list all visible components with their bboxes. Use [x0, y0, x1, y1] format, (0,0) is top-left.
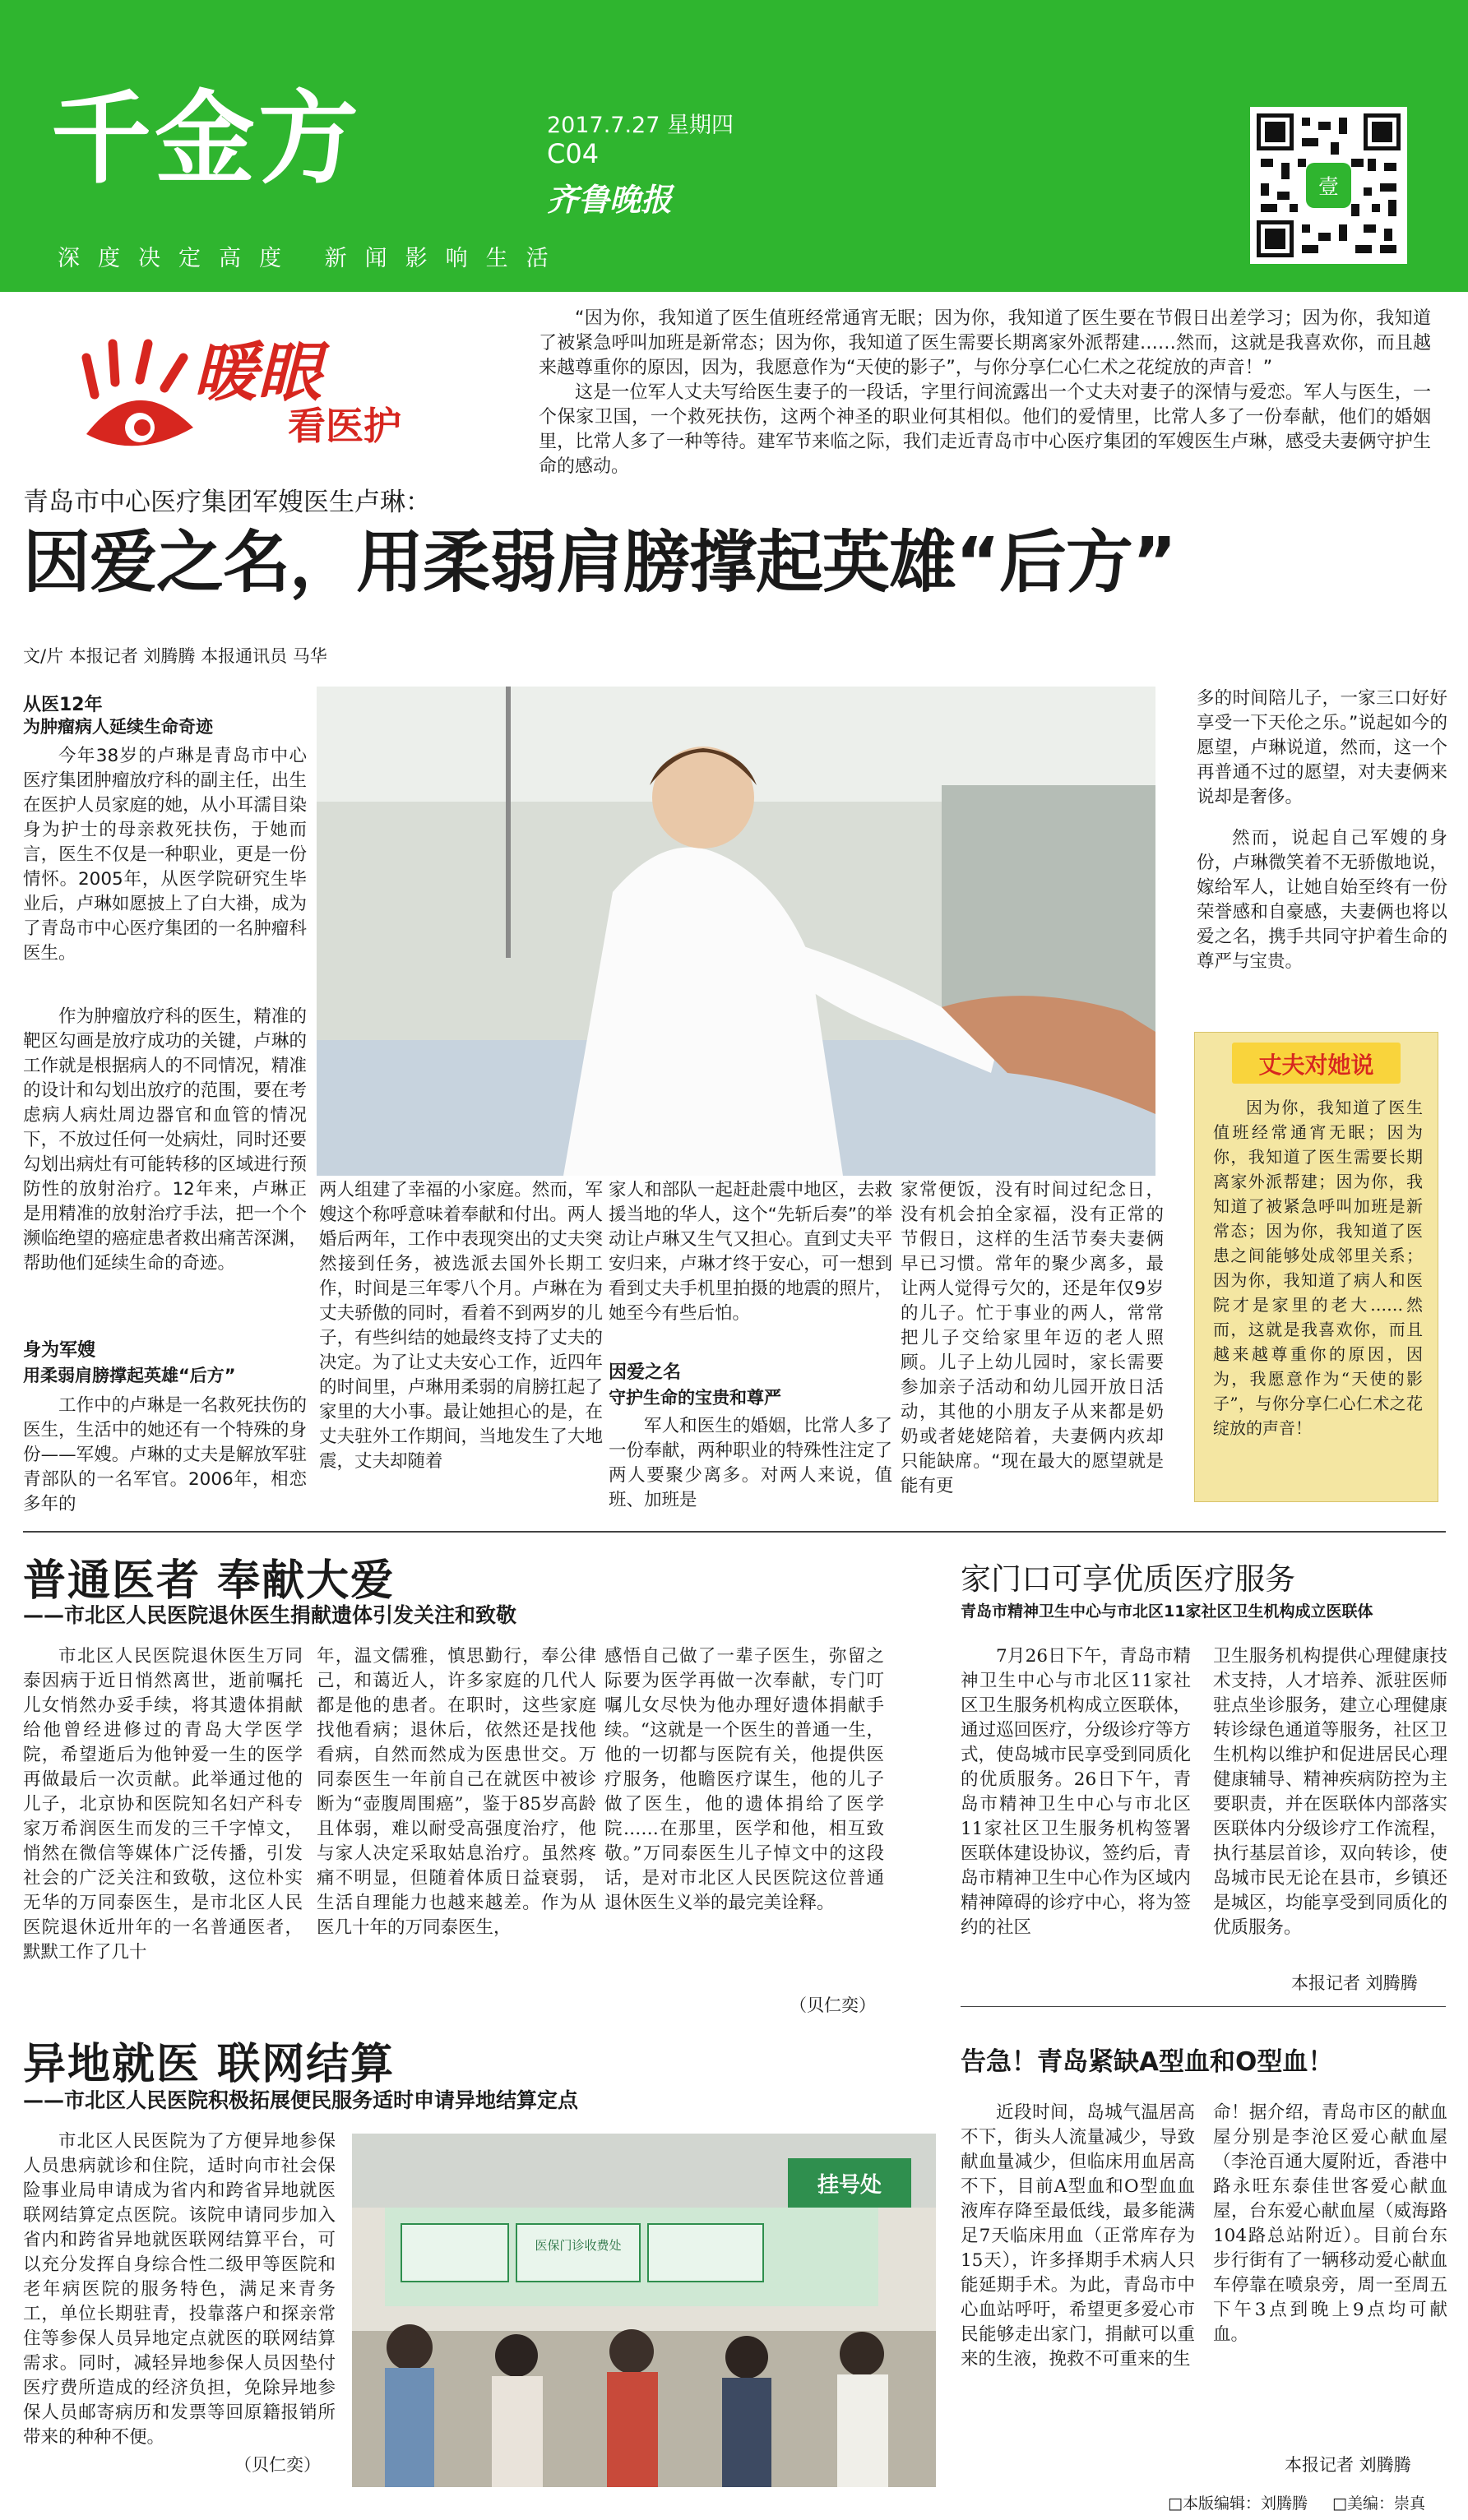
story2-col3: 感悟自己做了一辈子医生，弥留之际要为医学再做一次奉献，专门叮嘱儿女尽快为他办理好遗体捐献手续。“这就是一个医生的普通一生，他的一切都与医院有关，他提供医疗服务，他瞻医疗谋生，他的儿子做了医生，他的遗体捐给了医学院……在那里，医学和他，相互致敬。”万同泰医生儿子悼文中的这段话，是对市北区人民医院这位普通退休医生义举的最完美诠释。 [604, 1646, 884, 1913]
story3-byline: 本报记者 刘腾腾 [1291, 1973, 1418, 1993]
badge-subtitle: 看医护 [288, 404, 401, 448]
main-col5-para2: 然而，说起自己军嫂的身份，卢琳微笑着不无骄傲地说，嫁给军人，让她自始至终有一份荣誉感和自豪感，夫妻俩也将以爱之名，携手共同守护着生命的尊严与宝贵。 [1197, 828, 1447, 972]
main-col1-para3: 工作中的卢琳是一名救死扶伤的医生，生活中的她还有一个特殊的身份——军嫂。卢琳的丈夫是解放军驻青部队的一名军官。2006年，相恋多年的 [23, 1395, 307, 1514]
story2-col2: 年，温文儒雅，慎思勤行，奉公律己，和蔼近人，许多家庭的几代人都是他的患者。在职时，这些家庭找他看病；退休后，依然还是找他看病，自然而然成为医患世交。万同泰医生一年前自己在就医中被诊断为“壶腹周围癌”，鉴于85岁高龄且体弱，难以耐受高强度治疗，他与家人决定采取姑息治疗。虽然疼痛不明显，但随着体质日益衰弱，生活自理能力也越来越差。作为从医几十年的万同泰医生， [317, 1646, 596, 1938]
main-col1-para2: 作为肿瘤放疗科的医生，精准的靶区勾画是放疗成功的关键，卢琳的工作就是根据病人的不同情况，精准的设计和勾划出放疗的范围，要在考虑病人病灶周边器官和血管的情况下，不放过任何一处病灶，同时还要勾划出病灶有可能转移的区域进行预防性的放射治疗。12年来，卢琳正是用精准的放射治疗手法，把一个个濒临绝望的癌症患者救出痛苦深渊，帮助他们延续生命的奇迹。 [23, 1006, 307, 1274]
photo-sign-insurance: 医保门诊收费处 [535, 2238, 622, 2253]
qr-code-icon [1253, 109, 1405, 261]
story2-byline: （贝仁奕） [790, 1995, 876, 2015]
story5-col2: 命！据介绍，青岛市区的献血屋分别是李沧区爱心献血屋（李沧百通大厦附近，香港中路永旺东泰佳世客爱心献血屋，台东爱心献血屋（威海路104路总站附近）。目前台东步行街有了一辆移动爱心献血车停靠在喷泉旁，周一至周五下午3点到晚上9点均可献血。 [1213, 2102, 1447, 2345]
section-divider [23, 1531, 1446, 1533]
story2-col1: 市北区人民医院退休医生万同泰因病于近日悄然离世，逝前嘱托儿女悄然办妥手续，将其遗体捐献给他曾经进修过的青岛大学医学院，希望逝后为他钟爱一生的医学再做最后一次贡献。此举通过他的儿子，北京协和医院知名妇产科专家万希润医生而发的三千字悼文，悄然在微信等媒体广泛传播，引发社会的广泛关注和致敬，这位朴实无华的万同泰医生，是市北区人民医院退休近卅年的一名普通医者，默默工作了几十 [23, 1646, 303, 1963]
footer-designer: □美编：崇真 [1332, 2495, 1425, 2513]
main-sub3-subtitle: 守护生命的宝贵和尊严 [609, 1388, 781, 1408]
story3-subtitle: 青岛市精神卫生中心与市北区11家社区卫生机构成立医联体 [961, 1602, 1373, 1621]
main-sub2-title: 身为军嫂 [23, 1340, 96, 1361]
eye-logo-icon [78, 337, 197, 460]
story3-col2: 卫生服务机构提供心理健康技术支持，人才培养、派驻医师驻点坐诊服务，建立心理健康转诊绿色通道等服务，社区卫生机构以维护和促进居民心理健康辅导、精神疾病防控为主要职责，并在医联体内部落实医联体内分级诊疗工作流程，执行基层首诊，双向转诊，使岛城市民无论在县市，乡镇还是城区，均能享受到同质化的优质服务。 [1213, 1646, 1447, 1938]
masthead [0, 0, 1468, 292]
photo-sign-registration: 挂号处 [817, 2173, 882, 2198]
story3-col1: 7月26日下午，青岛市精神卫生中心与市北区11家社区卫生服务机构成立医联体，通过巡回医疗，分级诊疗等方式，使岛城市民享受到同质化的优质服务。26日下午，青岛市精神卫生中心与市北区11家社区卫生服务机构签署医联体建设协议，签约后，青岛市精神卫生中心作为区域内精神障碍的诊疗中心，将为签约的社区 [961, 1646, 1191, 1938]
main-col5-para1: 多的时间陪儿子，一家三口好好享受一下天伦之乐。”说起如今的愿望，卢琳说道，然而，这一个再普通不过的愿望，对夫妻俩来说却是奢侈。 [1197, 688, 1447, 807]
qr-code[interactable] [1250, 107, 1407, 264]
story2-subtitle: ——市北区人民医院退休医生捐献遗体引发关注和致敬 [23, 1603, 517, 1627]
masthead-logo: 千金方 [51, 81, 362, 197]
paper-name: 齐鲁晚报 [547, 181, 673, 218]
main-headline: 因爱之名，用柔弱肩膀撑起英雄“后方” [23, 524, 1176, 602]
issue-date: 2017.7.27 星期四 [547, 113, 734, 138]
registration-hall-photo [352, 2134, 936, 2487]
main-col3-para1: 家人和部队一起赶赴震中地区，去救援当地的华人，这个“先斩后奏”的举动让卢琳又生气又担心。直到丈夫平安归来，卢琳才终于安心，可一想到看到丈夫手机里拍摄的地震的照片，她至今有些后怕。 [609, 1180, 892, 1324]
svg-text:壹: 壹 [1317, 174, 1340, 199]
story5-byline: 本报记者 刘腾腾 [1285, 2455, 1411, 2475]
main-col4: 家常便饭，没有时间过纪念日，没有机会拍全家福，没有正常的节假日，这样的生活节奏夫妻俩早已习惯。常年的聚少离多，最让两人觉得亏欠的，还是年仅9岁的儿子。忙于事业的两人，常常把儿子交给家里年迈的老人照顾。儿子上幼儿园时，家长需要参加亲子活动和幼儿园开放日活动，其他的小朋友子从来都是奶奶或者姥姥陪着，夫妻俩内疚却只能缺席。“现在最大的愿望就是能有更 [901, 1180, 1164, 1496]
main-sub1-subtitle: 为肿瘤病人延续生命奇迹 [23, 717, 213, 737]
main-sub1-title: 从医12年 [23, 695, 103, 715]
story4-subtitle: ——市北区人民医院积极拓展便民服务适时申请异地结算定点 [23, 2088, 579, 2112]
main-photo [317, 687, 1155, 1176]
intro-quote: “因为你，我知道了医生值班经常通宵无眠；因为你，我知道了医生要在节假日出差学习；因为你，我知道了被紧急呼叫加班是新常态；因为你，我知道了医生需要长期离家外派帮建……然而，这就是我喜欢你，而且越来越尊重你的原因，因为，我愿意作为“天使的影子”，与你分享仁心仁术之花绽放的声音！” [539, 308, 1431, 378]
footer-editor: □本版编辑：刘腾腾 [1168, 2495, 1308, 2513]
page-number: C04 [547, 138, 600, 169]
story-divider-right [961, 2006, 1446, 2007]
husband-note [1194, 1032, 1438, 1502]
story5-col1: 近段时间，岛城气温居高不下，街头人流量减少，导致献血量减少，但临床用血居高不下，目前A型血和O型血血液库存降至最低线，最多能满足7天临床用血（正常库存为15天），许多择期手术病人只能延期手术。为此，青岛市中心血站呼吁，希望更多爱心市民能够走出家门，捐献可以重来的生液，挽救不可重来的生 [961, 2102, 1195, 2370]
doctor-handshake-image [317, 687, 1155, 1176]
main-col2: 两人组建了幸福的小家庭。然而，军嫂这个称呼意味着奉献和付出。两人婚后两年，工作中表现突出的丈夫突然接到任务，被选派去国外长期工作，时间是三年零八个月。卢琳在为丈夫骄傲的同时，看着不到两岁的儿子，有些纠结的她最终支持了丈夫的决定。为了让丈夫安心工作，近四年的时间里，卢琳用柔弱的肩膀扛起了家里的大小事。最让她担心的是，在丈夫驻外工作期间，当地发生了大地震，丈夫却随着 [319, 1180, 603, 1472]
story2-headline: 普通医者 奉献大爱 [23, 1556, 396, 1606]
main-sub3-title: 因爱之名 [609, 1362, 682, 1383]
story4-body: 市北区人民医院为了方便异地参保人员患病就诊和住院，适时向市社会保险事业局申请成为省内和跨省异地就医联网结算定点医院。该院申请同步加入省内和跨省异地就医联网结算平台，可以充分发挥自身综合性二级甲等医院和老年病医院的服务特色，满足来青务工，单位长期驻青，投靠落户和探亲常住等参保人员异地定点就医的联网结算需求。同时，减轻异地参保人员因垫付医疗费所造成的经济负担，免除异地参保人员邮寄病历和发票等回原籍报销所带来的种种不便。 [23, 2131, 336, 2448]
intro-paragraph: 这是一位军人丈夫写给医生妻子的一段话，字里行间流露出一个丈夫对妻子的深情与爱恋。军人与医生，一个保家卫国，一个救死扶伤，这两个神圣的职业何其相似。他们的爱情里，比常人多了一份奉献，他们的婚姻里，比常人多了一种等待。建军节来临之际，我们走近青岛市中心医疗集团的军嫂医生卢琳，感受夫妻俩守护生命的感动。 [539, 382, 1431, 477]
main-sub2-subtitle: 用柔弱肩膀撑起英雄“后方” [23, 1366, 236, 1385]
main-byline: 文/片 本报记者 刘腾腾 本报通讯员 马华 [23, 646, 327, 666]
story3-headline: 家门口可享优质医疗服务 [961, 1561, 1295, 1597]
note-title: 丈夫对她说 [1258, 1052, 1374, 1079]
main-col1-para1: 今年38岁的卢琳是青岛市中心医疗集团肿瘤放疗科的副主任，出生在医护人员家庭的她，从小耳濡目染身为护士的母亲救死扶伤，于她而言，医生不仅是一种职业，更是一份情怀。2005年，从医学院研究生毕业后，卢琳如愿披上了白大褂，成为了青岛市中心医疗集团的一名肿瘤科医生。 [23, 746, 307, 964]
badge-title: 暖眼 [193, 335, 322, 410]
story4-byline: （贝仁奕） [234, 2455, 321, 2475]
story5-headline: 告急！青岛紧缺A型血和O型血！ [961, 2047, 1334, 2077]
note-body: 因为你，我知道了医生值班经常通宵无眠；因为你，我知道了医生需要长期离家外派帮建；因为你，我知道了被紧急呼叫加班是新常态；因为你，我知道了医患之间能够处成邻里关系；因为你，我知道了病人和医院才是家里的老大……然而，这就是我喜欢你，而且越来越尊重你的原因，因为，我愿意作为“天使的影子”，与你分享仁心仁术之花绽放的声音！ [1213, 1098, 1423, 1438]
masthead-slogan: 深度决定高度 新闻影响生活 [58, 246, 567, 271]
main-kicker: 青岛市中心医疗集团军嫂医生卢琳： [23, 488, 431, 517]
column-badge [78, 333, 506, 465]
story4-headline: 异地就医 联网结算 [23, 2040, 396, 2089]
main-col3-para2: 军人和医生的婚姻，比常人多了一份奉献，两种职业的特殊性注定了两人要聚少离多。对两人来说，值班、加班是 [609, 1416, 892, 1510]
